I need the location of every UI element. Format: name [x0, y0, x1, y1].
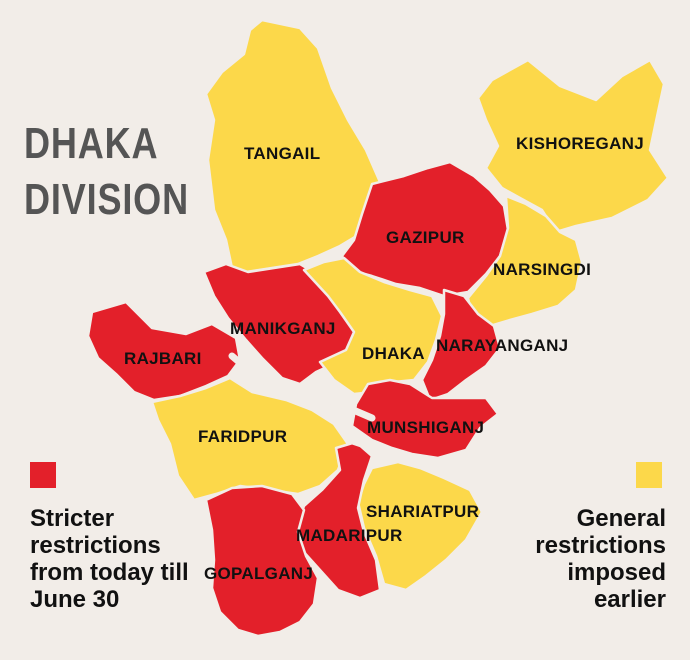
label-narsingdi: NARSINGDI — [493, 260, 592, 279]
label-munshiganj: MUNSHIGANJ — [367, 418, 485, 437]
label-narayanganj: NARAYANGANJ — [436, 336, 569, 355]
label-tangail: TANGAIL — [244, 144, 321, 163]
legend-general-label: General restrictions imposed earlier — [535, 505, 666, 614]
label-gazipur: GAZIPUR — [386, 228, 465, 247]
label-shariatpur: SHARIATPUR — [366, 502, 480, 521]
legend-stricter-swatch — [30, 462, 56, 488]
legend-stricter-label: Stricter restrictions from today till June 30 — [30, 505, 189, 614]
label-gopalganj: GOPALGANJ — [204, 564, 314, 583]
label-rajbari: RAJBARI — [124, 349, 202, 368]
label-dhaka: DHAKA — [362, 344, 425, 363]
map-title-line2: DIVISION — [24, 175, 189, 224]
district-gopalganj — [206, 486, 318, 636]
label-faridpur: FARIDPUR — [198, 427, 288, 446]
legend-general-swatch — [636, 462, 662, 488]
map-title-line1: DHAKA — [24, 119, 159, 168]
label-kishoreganj: KISHOREGANJ — [516, 134, 644, 153]
label-madaripur: MADARIPUR — [296, 526, 403, 545]
label-manikganj: MANIKGANJ — [230, 319, 336, 338]
